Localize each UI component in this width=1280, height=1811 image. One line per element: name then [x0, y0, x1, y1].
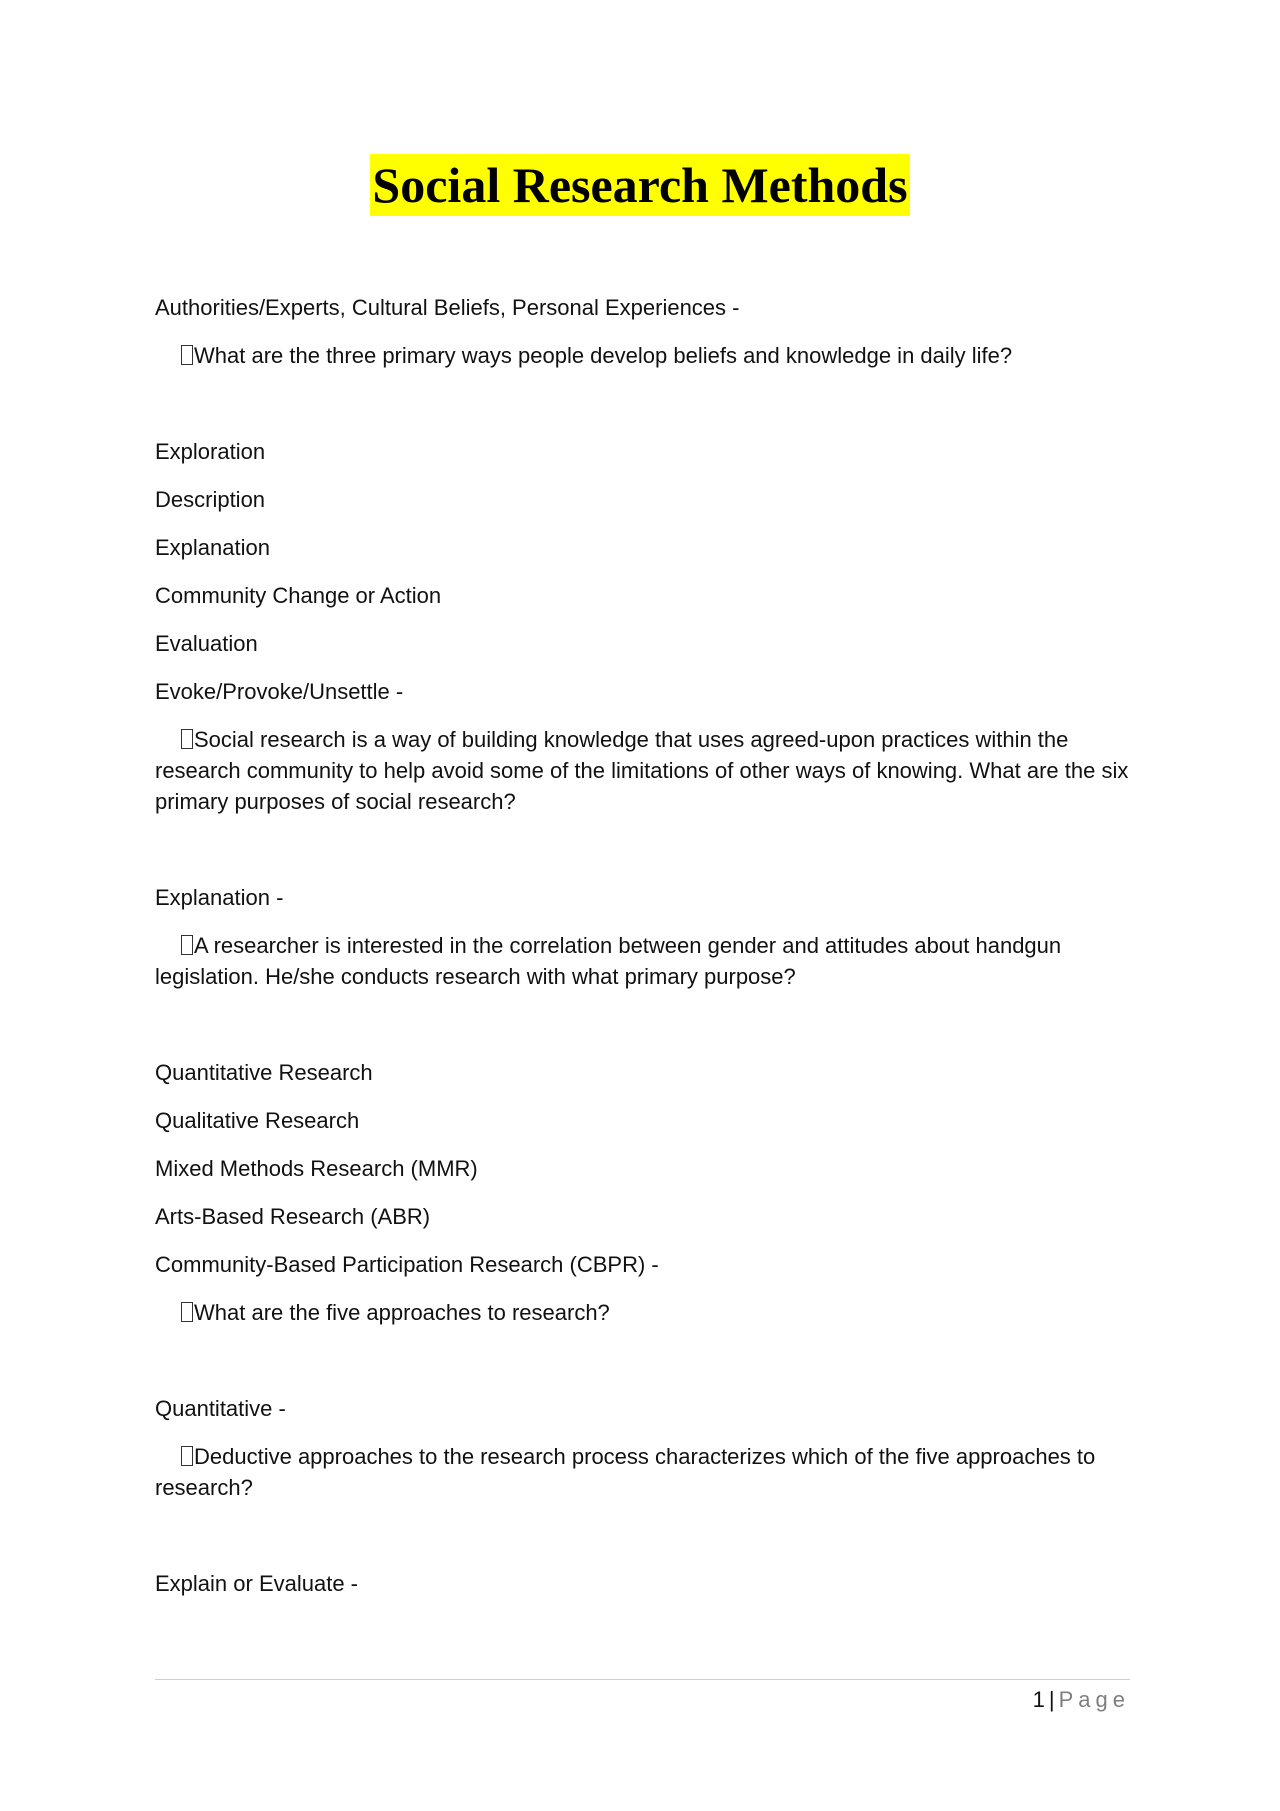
question-line	[155, 724, 1130, 817]
question-line	[155, 1441, 1130, 1503]
question-text: What are the five approaches to research?	[194, 1300, 610, 1325]
answer-line: Description	[155, 487, 266, 512]
flashcard	[155, 292, 1130, 371]
answer-line: Authorities/Experts, Cultural Beliefs, Personal Experiences -	[155, 295, 740, 320]
card-spacer	[155, 834, 1130, 882]
answer-line: Arts-Based Research (ABR)	[155, 1204, 431, 1229]
question-text: Social research is a way of building knowledge that uses agreed-upon practices within the research community to help avoid some of the limitations of other ways of knowing. What are the six primary purposes of social research?	[155, 727, 1129, 814]
missing-glyph-icon	[181, 1446, 193, 1466]
answer-line: Explanation	[155, 535, 270, 560]
card-spacer	[155, 1009, 1130, 1057]
card-spacer	[155, 1345, 1130, 1393]
flashcard-list	[155, 292, 1130, 1616]
footer-divider	[155, 1679, 1130, 1680]
answer-line: Evaluation	[155, 631, 258, 656]
card-spacer	[155, 388, 1130, 436]
flashcard	[155, 1057, 1130, 1328]
question-text: A researcher is interested in the correlation between gender and attitudes about handgun legislation. He/she conducts research with what primary purpose?	[155, 933, 1062, 989]
answer-line: Explanation -	[155, 885, 284, 910]
answer-line: Explain or Evaluate -	[155, 1571, 358, 1596]
flashcard	[155, 882, 1130, 992]
question-line	[155, 1297, 1130, 1328]
page-label: Page	[1058, 1687, 1130, 1712]
question-line	[155, 930, 1130, 992]
answer-line: Qualitative Research	[155, 1108, 360, 1133]
question-text: Deductive approaches to the research process characterizes which of the five approaches to research?	[155, 1444, 1096, 1500]
answer-line: Community-Based Participation Research (CBPR) -	[155, 1252, 659, 1277]
missing-glyph-icon	[181, 729, 193, 749]
answer-line: Evoke/Provoke/Unsettle -	[155, 679, 404, 704]
page-footer	[1033, 1686, 1130, 1714]
card-spacer	[155, 1520, 1130, 1568]
missing-glyph-icon	[181, 1302, 193, 1322]
title-container	[0, 154, 1280, 216]
missing-glyph-icon	[181, 345, 193, 365]
flashcard	[155, 1393, 1130, 1503]
missing-glyph-icon	[181, 935, 193, 955]
page-number: 1	[1032, 1687, 1045, 1712]
question-line	[155, 340, 1130, 371]
footer-separator: |	[1048, 1687, 1055, 1712]
answer-line: Quantitative Research	[155, 1060, 373, 1085]
answer-line: Exploration	[155, 439, 266, 464]
page-title: Social Research Methods	[370, 154, 909, 216]
flashcard	[155, 1568, 1130, 1599]
question-text: What are the three primary ways people develop beliefs and knowledge in daily life?	[194, 343, 1013, 368]
answer-line: Community Change or Action	[155, 583, 442, 608]
answer-line: Quantitative -	[155, 1396, 286, 1421]
answer-line: Mixed Methods Research (MMR)	[155, 1156, 478, 1181]
flashcard	[155, 436, 1130, 817]
